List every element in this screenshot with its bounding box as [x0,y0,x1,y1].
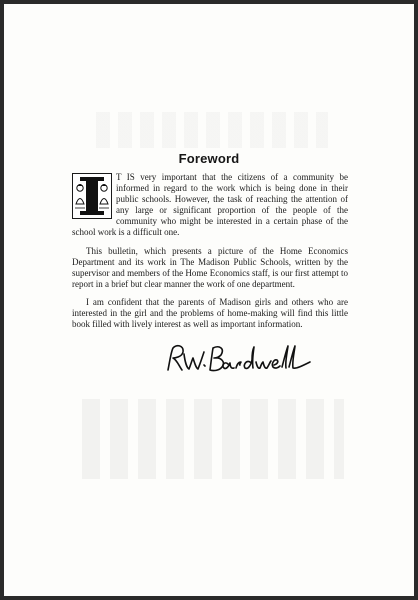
page-title: Foreword [178,151,240,166]
paragraph-3: I am confident that the parents of Madison girls and others who are interested in the girl and the problems of home-making will find this little book filled with lively interest as well as important information. [72,296,348,330]
signature [164,340,324,380]
bleed-through-text [82,399,344,479]
drop-cap-illustration [72,173,112,219]
foreword-body [72,172,348,337]
paragraph-1 [72,172,348,239]
bleed-through-text-top [96,112,328,148]
paragraph-1-text: T IS very important that the citizens of a community be informed in regard to the work which is being done in their public schools. However, the task of reaching the attention of any large or significant proportion of the people of the community who might be interested in a certain phase of the school work is a difficult one. [72,172,348,238]
paragraph-2: This bulletin, which presents a picture of the Home Economics Department and its work in The Madison Public Schools, written by the supervisor and members of the Home Economics staff, is our first attempt to report in a brief but clear manner the work of one department. [72,245,348,289]
